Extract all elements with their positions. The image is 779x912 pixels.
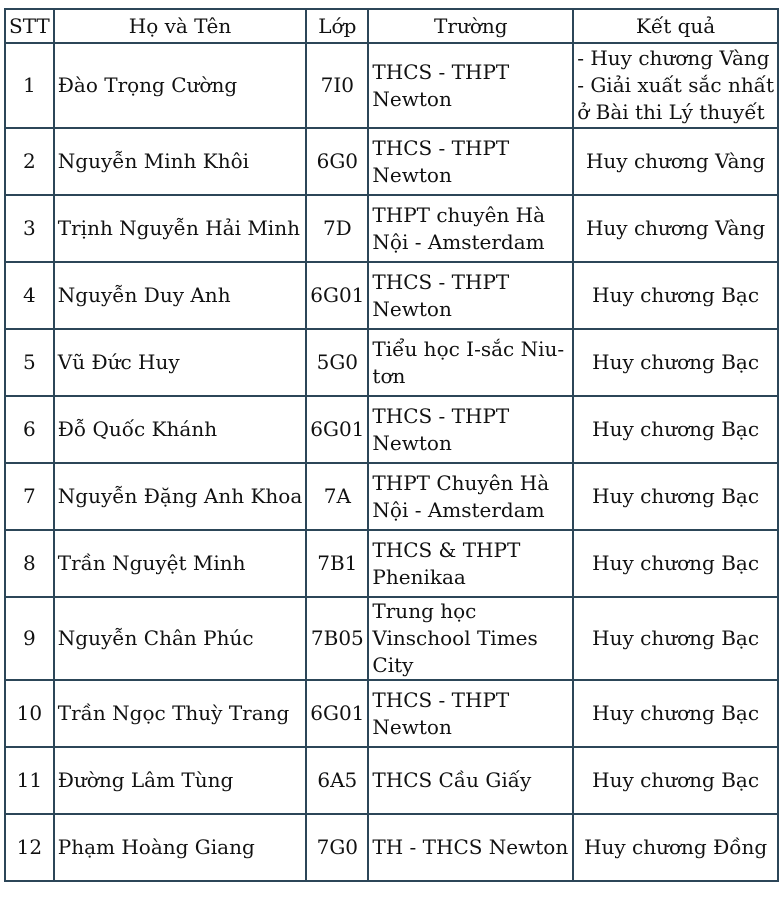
cell-truong: THCS - THPT Newton — [368, 396, 573, 463]
cell-ho-ten: Trịnh Nguyễn Hải Minh — [54, 195, 306, 262]
cell-ket-qua: Huy chương Bạc — [573, 680, 778, 747]
cell-lop: 6A5 — [306, 747, 368, 814]
header-truong: Trường — [368, 9, 573, 43]
cell-ho-ten: Đỗ Quốc Khánh — [54, 396, 306, 463]
cell-lop: 7D — [306, 195, 368, 262]
header-lop: Lớp — [306, 9, 368, 43]
cell-ho-ten: Đào Trọng Cường — [54, 43, 306, 128]
table-row — [5, 597, 778, 680]
cell-lop: 5G0 — [306, 329, 368, 396]
header-row — [5, 9, 778, 43]
cell-ho-ten: Trần Nguyệt Minh — [54, 530, 306, 597]
cell-ket-qua: Huy chương Đồng — [573, 814, 778, 881]
cell-ho-ten: Phạm Hoàng Giang — [54, 814, 306, 881]
table-row — [5, 814, 778, 881]
table-row — [5, 463, 778, 530]
cell-truong: THCS - THPT Newton — [368, 262, 573, 329]
cell-ket-qua: Huy chương Bạc — [573, 329, 778, 396]
cell-ho-ten: Nguyễn Chân Phúc — [54, 597, 306, 680]
cell-stt: 3 — [5, 195, 54, 262]
cell-truong: THCS - THPT Newton — [368, 128, 573, 195]
cell-ho-ten: Đường Lâm Tùng — [54, 747, 306, 814]
table-row — [5, 195, 778, 262]
cell-stt: 11 — [5, 747, 54, 814]
header-ket-qua: Kết quả — [573, 9, 778, 43]
cell-truong: Trung học Vinschool Times City — [368, 597, 573, 680]
results-table — [4, 8, 779, 882]
cell-ket-qua — [573, 43, 778, 128]
cell-ket-qua: Huy chương Bạc — [573, 396, 778, 463]
cell-stt: 8 — [5, 530, 54, 597]
ket-qua-line: - Giải xuất sắc nhất — [577, 73, 774, 97]
header-stt: STT — [5, 9, 54, 43]
cell-stt: 2 — [5, 128, 54, 195]
cell-lop: 7I0 — [306, 43, 368, 128]
cell-stt: 12 — [5, 814, 54, 881]
cell-truong: THCS - THPT Newton — [368, 680, 573, 747]
cell-ho-ten: Nguyễn Minh Khôi — [54, 128, 306, 195]
table-row — [5, 128, 778, 195]
table-row — [5, 43, 778, 128]
table-row — [5, 530, 778, 597]
cell-truong: THPT Chuyên Hà Nội - Amsterdam — [368, 463, 573, 530]
table-row — [5, 747, 778, 814]
cell-lop: 6G01 — [306, 396, 368, 463]
cell-ket-qua: Huy chương Bạc — [573, 463, 778, 530]
cell-stt: 10 — [5, 680, 54, 747]
cell-ho-ten: Nguyễn Đặng Anh Khoa — [54, 463, 306, 530]
cell-truong: THPT chuyên Hà Nội - Amsterdam — [368, 195, 573, 262]
cell-truong: TH - THCS Newton — [368, 814, 573, 881]
cell-lop: 7A — [306, 463, 368, 530]
cell-truong: Tiểu học I-sắc Niu-tơn — [368, 329, 573, 396]
cell-ket-qua: Huy chương Bạc — [573, 262, 778, 329]
table-row — [5, 680, 778, 747]
cell-stt: 5 — [5, 329, 54, 396]
cell-ho-ten: Trần Ngọc Thuỳ Trang — [54, 680, 306, 747]
cell-stt: 9 — [5, 597, 54, 680]
cell-lop: 6G01 — [306, 680, 368, 747]
cell-stt: 1 — [5, 43, 54, 128]
cell-ket-qua: Huy chương Bạc — [573, 597, 778, 680]
cell-stt: 7 — [5, 463, 54, 530]
cell-ket-qua: Huy chương Bạc — [573, 747, 778, 814]
cell-ket-qua: Huy chương Vàng — [573, 195, 778, 262]
cell-ho-ten: Vũ Đức Huy — [54, 329, 306, 396]
cell-stt: 6 — [5, 396, 54, 463]
cell-lop: 6G01 — [306, 262, 368, 329]
header-ho-ten: Họ và Tên — [54, 9, 306, 43]
cell-ket-qua: Huy chương Vàng — [573, 128, 778, 195]
cell-ho-ten: Nguyễn Duy Anh — [54, 262, 306, 329]
cell-stt: 4 — [5, 262, 54, 329]
cell-lop: 7G0 — [306, 814, 368, 881]
cell-truong: THCS & THPT Phenikaa — [368, 530, 573, 597]
cell-lop: 7B1 — [306, 530, 368, 597]
cell-truong: THCS - THPT Newton — [368, 43, 573, 128]
cell-lop: 6G0 — [306, 128, 368, 195]
table-row — [5, 396, 778, 463]
cell-truong: THCS Cầu Giấy — [368, 747, 573, 814]
cell-ket-qua: Huy chương Bạc — [573, 530, 778, 597]
ket-qua-line: - Huy chương Vàng — [577, 46, 770, 70]
table-row — [5, 262, 778, 329]
ket-qua-line: ở Bài thi Lý thuyết — [577, 100, 765, 124]
table-row — [5, 329, 778, 396]
cell-lop: 7B05 — [306, 597, 368, 680]
